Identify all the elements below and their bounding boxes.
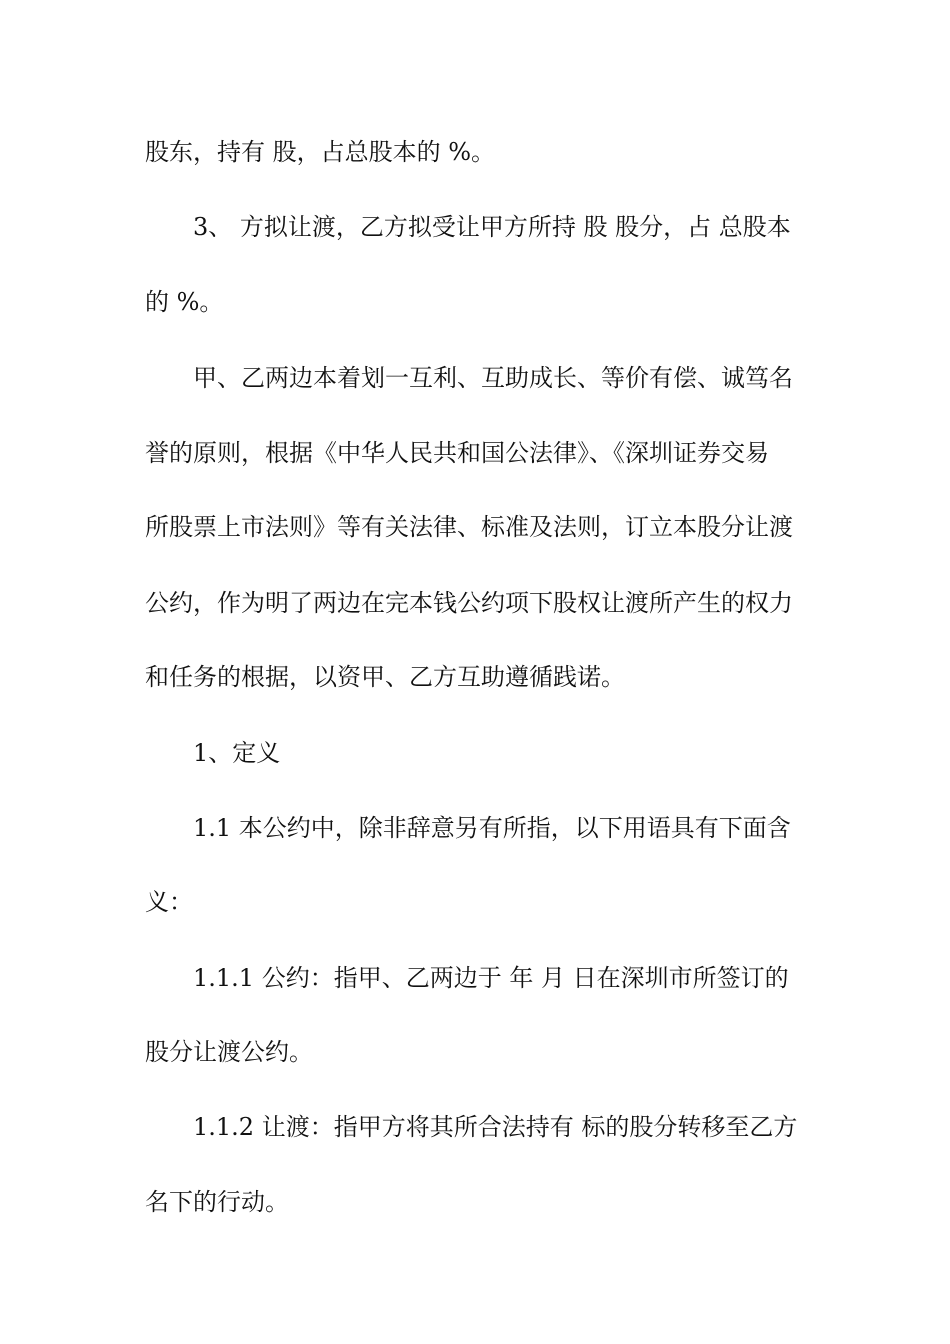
text-line: 1.1.2 让渡：指甲方将其所合法持有 标的股分转移至乙方 xyxy=(193,1113,798,1141)
text-line: 所股票上市法则》等有关法律、标准及法则，订立本股分让渡 xyxy=(145,513,793,541)
text-line: 1.1 本公约中，除非辞意另有所指，以下用语具有下面含 xyxy=(193,814,791,842)
text-line: 甲、乙两边本着划一互利、互助成长、等价有偿、诚笃名 xyxy=(193,364,793,392)
text-line: 1.1.1 公约：指甲、乙两边于 年 月 日在深圳市所签订的 xyxy=(193,964,789,992)
text-line: 公约，作为明了两边在完本钱公约项下股权让渡所产生的权力 xyxy=(145,589,793,617)
text-line: 誉的原则，根据《中华人民共和国公法律》、《深圳证券交易 xyxy=(145,439,769,467)
text-line: 的 %。 xyxy=(145,288,224,316)
text-line: 义： xyxy=(145,888,193,916)
text-line: 股分让渡公约。 xyxy=(145,1038,313,1066)
text-line: 和任务的根据，以资甲、乙方互助遵循践诺。 xyxy=(145,663,625,691)
section-heading: 1、定义 xyxy=(193,739,281,767)
text-line: 股东，持有 股，占总股本的 %。 xyxy=(145,138,496,166)
text-line: 3、 方拟让渡，乙方拟受让甲方所持 股 股分，占 总股本 xyxy=(193,213,791,241)
text-line: 名下的行动。 xyxy=(145,1188,289,1216)
